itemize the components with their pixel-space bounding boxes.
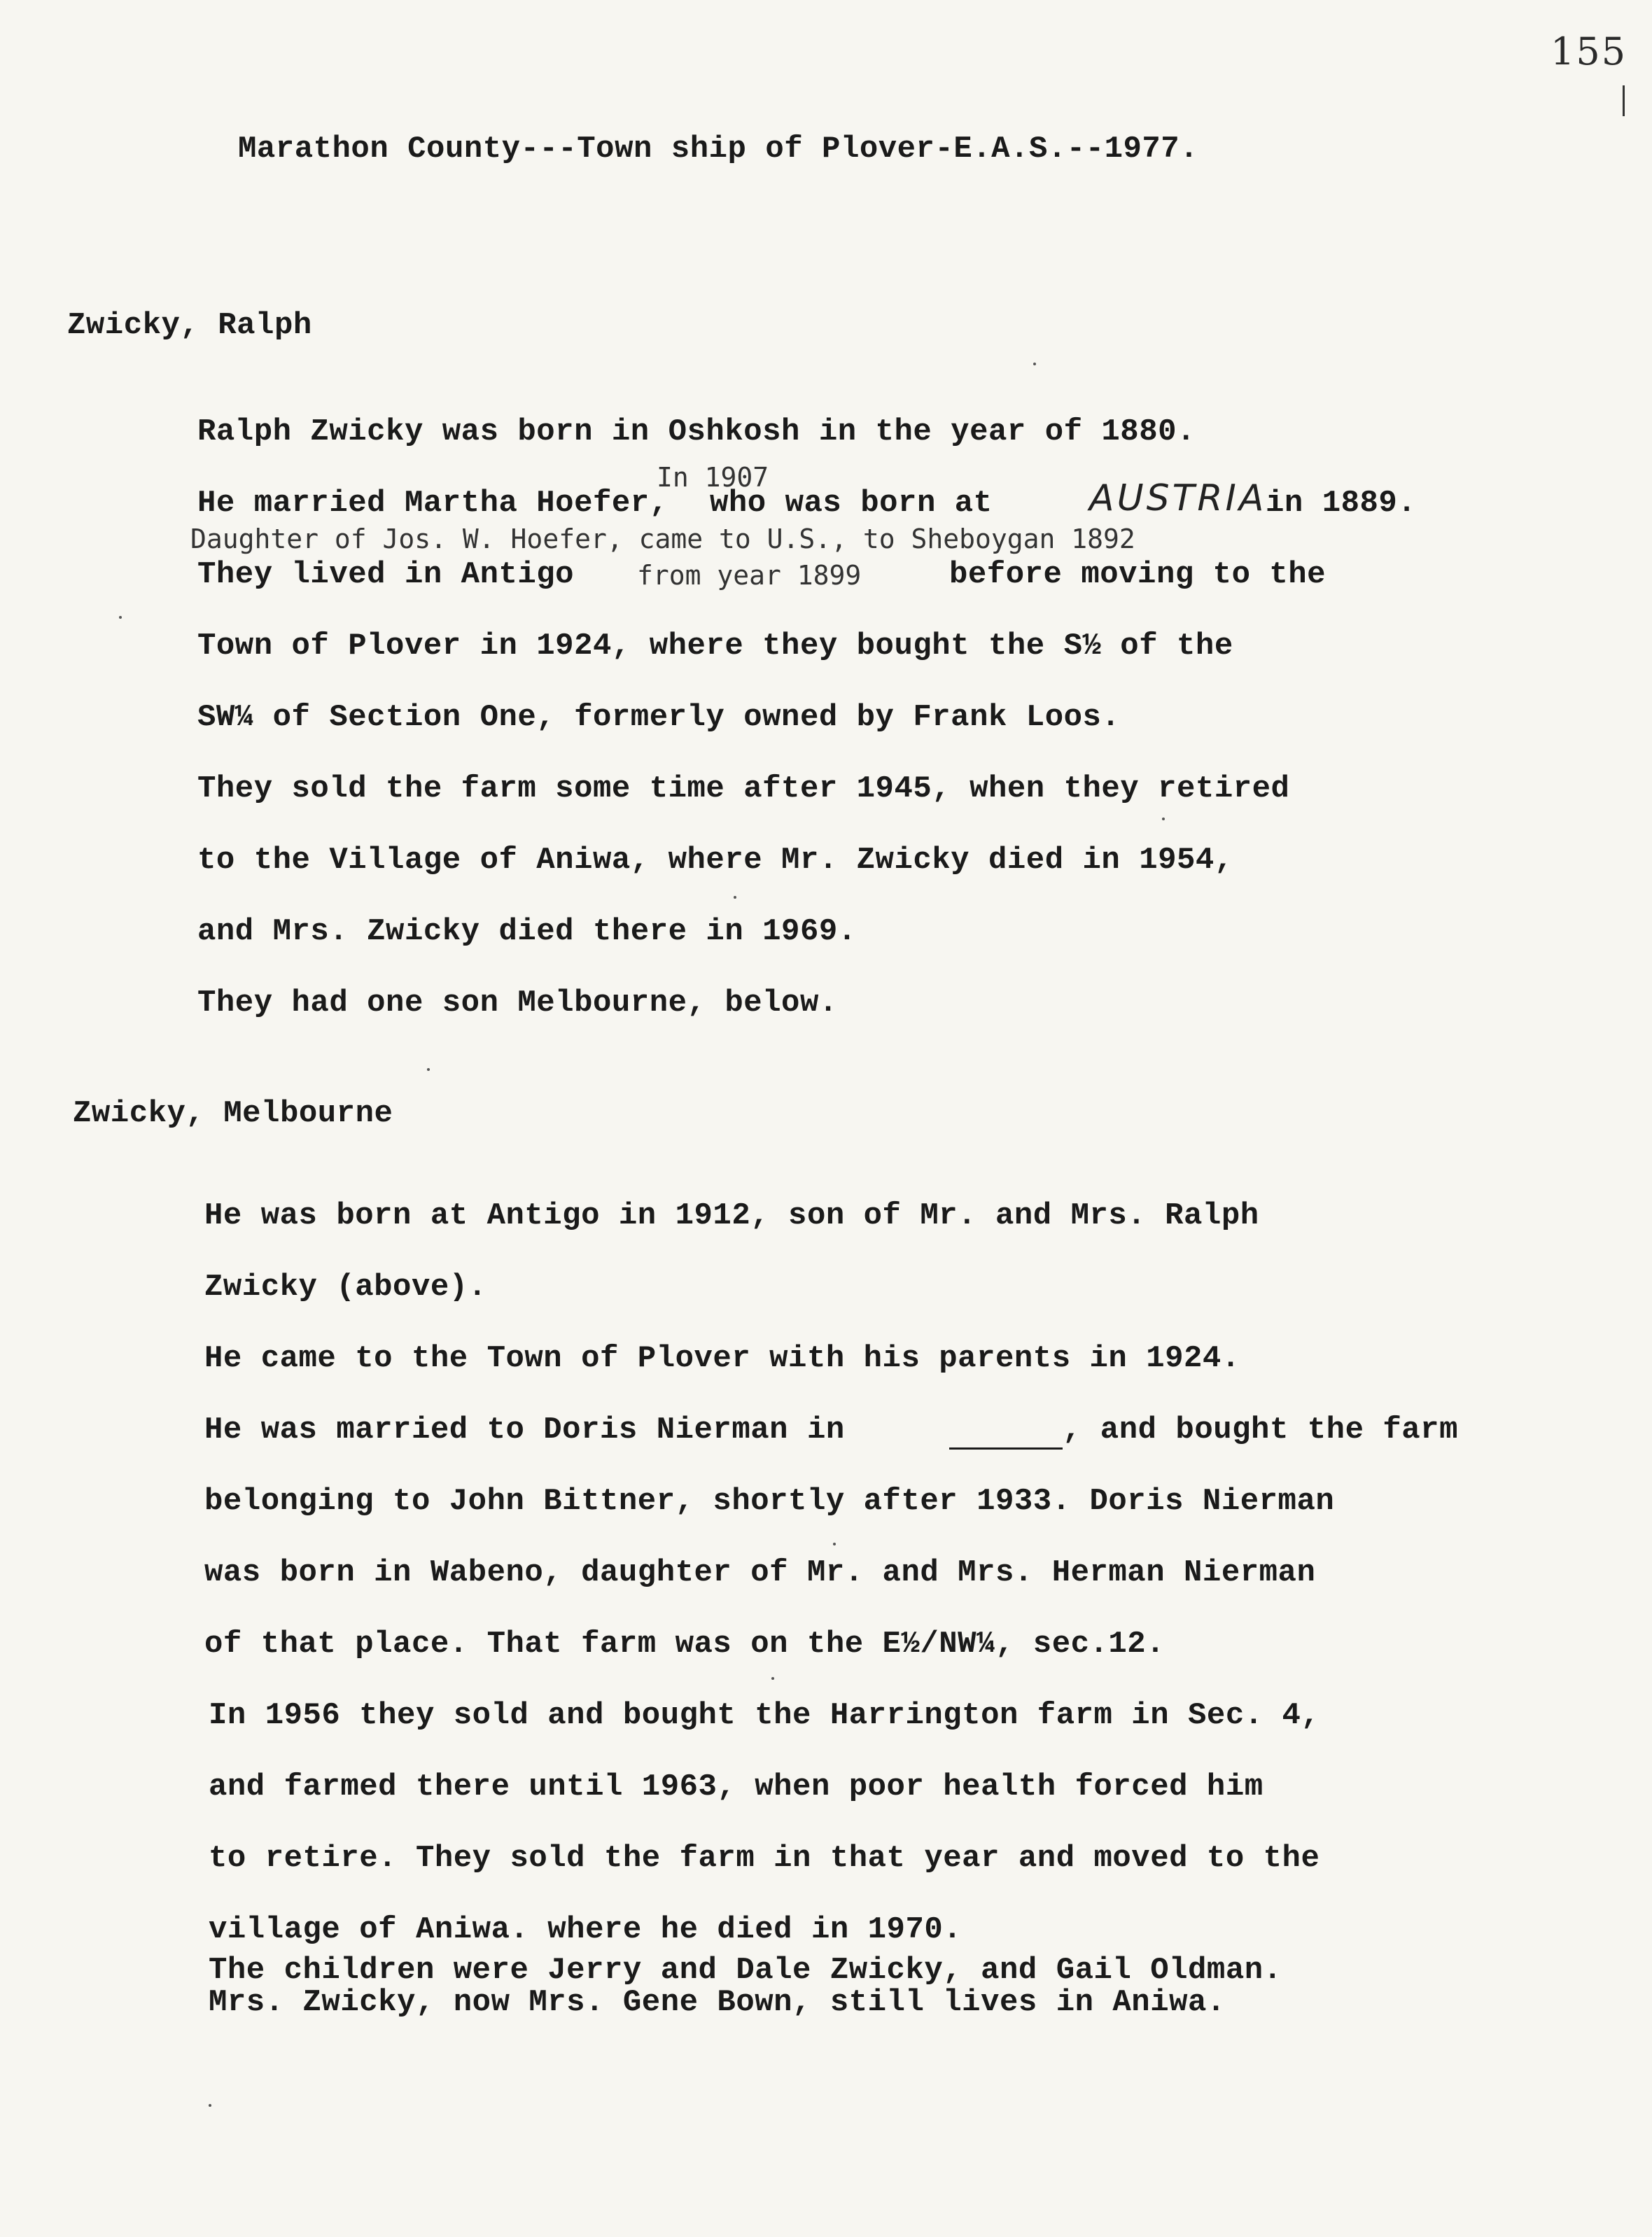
body-line: in 1889. (1266, 486, 1417, 521)
body-line: village of Aniwa. where he died in 1970. (209, 1912, 962, 1947)
scan-speck (833, 1543, 836, 1545)
body-line: Ralph Zwicky was born in Oshkosh in the year of 1880. (197, 414, 1196, 449)
body-line: The children were Jerry and Dale Zwicky, and Gail Oldman. (209, 1953, 1282, 1988)
section-heading-ralph: Zwicky, Ralph (67, 308, 312, 343)
typed-insert-inline: from year 1899 (637, 560, 862, 591)
section-heading-melbourne: Zwicky, Melbourne (73, 1096, 393, 1131)
body-line: , and bought the farm (1063, 1412, 1458, 1447)
body-line: SW¼ of Section One, formerly owned by Frank Loos. (197, 700, 1121, 735)
scan-speck (734, 896, 736, 899)
margin-mark (1623, 85, 1625, 116)
body-line: They had one son Melbourne, below. (197, 986, 838, 1021)
body-line: He married Martha Hoefer, (197, 486, 668, 521)
body-line: Zwicky (above). (204, 1270, 487, 1305)
scan-speck (1033, 363, 1036, 365)
body-line: who was born at (710, 486, 993, 521)
body-line: and Mrs. Zwicky died there in 1969. (197, 914, 857, 949)
scan-speck (119, 616, 122, 619)
body-line: to the Village of Aniwa, where Mr. Zwicky died in 1954, (197, 843, 1233, 878)
body-line: He came to the Town of Plover with his parents in 1924. (204, 1341, 1240, 1376)
handwritten-place: AUSTRIA (1089, 477, 1267, 519)
body-line: He was married to Doris Nierman in (204, 1412, 845, 1447)
document-title: Marathon County---Town ship of Plover-E.A.S.--1977. (238, 132, 1199, 167)
body-line: was born in Wabeno, daughter of Mr. and Mrs. Herman Nierman (204, 1555, 1316, 1590)
body-line: of that place. That farm was on the E½/NW¼, sec.12. (204, 1627, 1166, 1662)
page-number: 155 (1550, 29, 1628, 73)
handwritten-insert-year: In 1907 (657, 462, 769, 493)
body-line: In 1956 they sold and bought the Harrington farm in Sec. 4, (209, 1698, 1320, 1733)
body-line: and farmed there until 1963, when poor health forced him (209, 1769, 1264, 1804)
body-line: to retire. They sold the farm in that year and moved to the (209, 1841, 1320, 1876)
body-line: He was born at Antigo in 1912, son of Mr. and Mrs. Ralph (204, 1198, 1259, 1233)
body-line: They sold the farm some time after 1945, when they retired (197, 771, 1290, 806)
body-line: They lived in Antigo (197, 557, 575, 592)
body-line: Mrs. Zwicky, now Mrs. Gene Bown, still lives in Aniwa. (209, 1985, 1226, 2020)
scan-speck (771, 1677, 774, 1680)
body-line: belonging to John Bittner, shortly after 1933. Doris Nierman (204, 1484, 1335, 1519)
body-line: Town of Plover in 1924, where they bought the S½ of the (197, 629, 1233, 664)
blank-underline (949, 1447, 1063, 1450)
typed-insert-line: Daughter of Jos. W. Hoefer, came to U.S., to Sheboygan 1892 (190, 524, 1135, 554)
scan-speck (427, 1068, 430, 1071)
scan-speck (209, 2104, 211, 2107)
body-line: before moving to the (949, 557, 1326, 592)
scan-speck (1162, 818, 1165, 820)
